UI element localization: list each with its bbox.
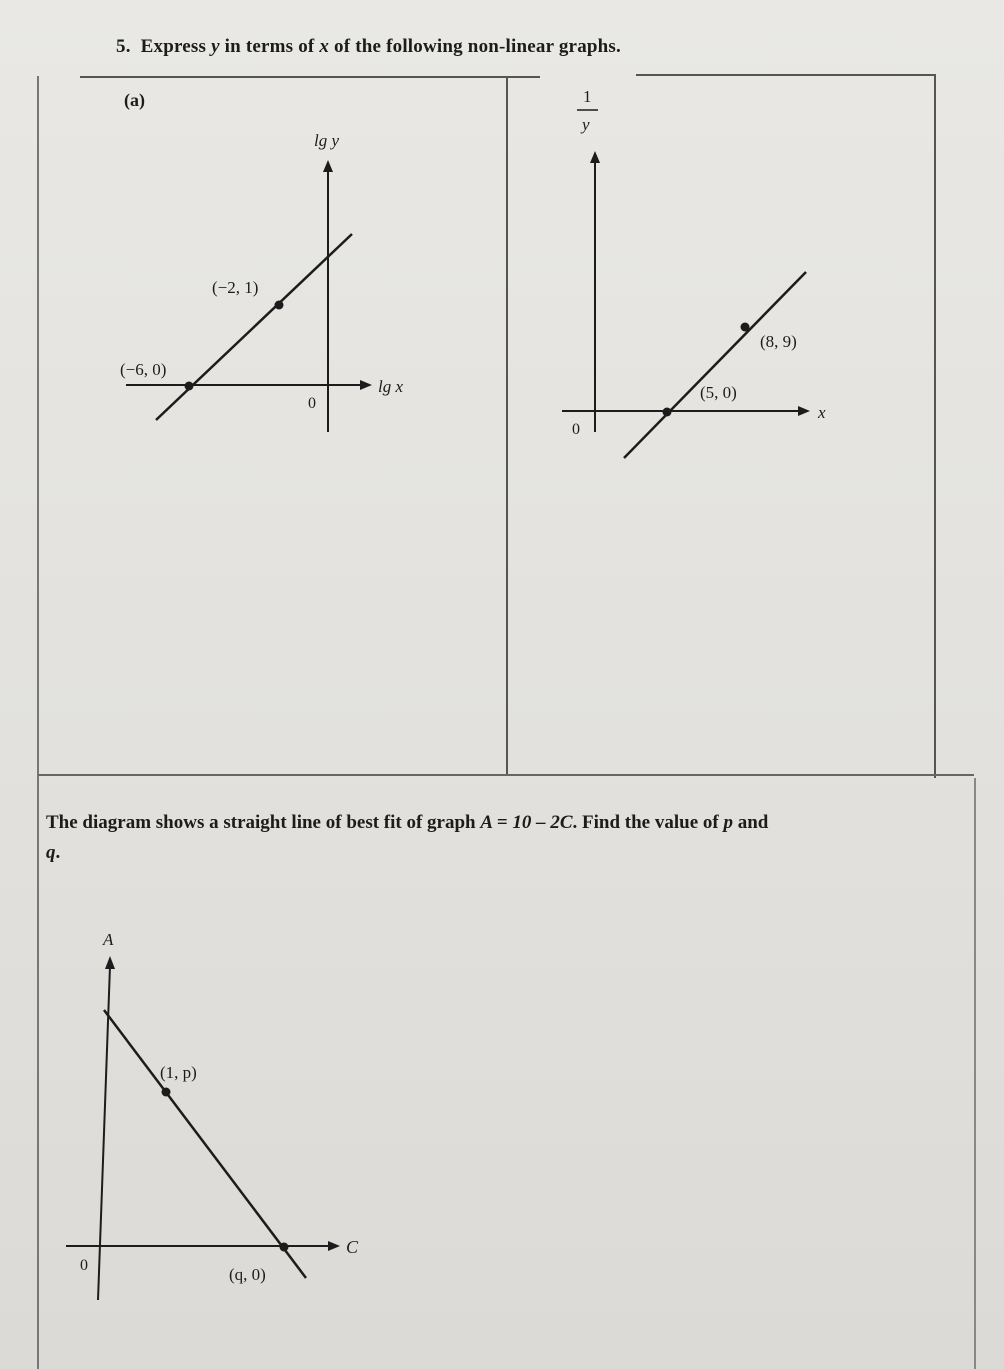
part-c-text-3: and (732, 812, 769, 833)
graph-a-origin-label: 0 (308, 395, 316, 412)
part-c-equation: A = 10 – 2C (480, 812, 573, 833)
part-a-label: (a) (124, 90, 145, 110)
variable-p: p (723, 812, 733, 833)
graph-c-point-2-label: (q, 0) (229, 1265, 266, 1284)
question-middle: in terms of (219, 36, 320, 57)
graph-b-y-label-numerator: 1 (583, 87, 592, 106)
graph-a-y-label: lg y (314, 131, 340, 150)
graph-c-point-2 (280, 1243, 289, 1252)
graph-b-x-label: x (818, 403, 826, 422)
graph-c-y-label: A (103, 930, 114, 949)
question-number: 5. (116, 36, 131, 57)
graph-b-origin-label: 0 (572, 421, 580, 438)
graph-c-origin-label: 0 (80, 1257, 88, 1274)
graph-c-point-1 (162, 1088, 171, 1097)
graph-b-point-2-label: (5, 0) (700, 383, 737, 402)
variable-y: y (211, 36, 220, 57)
graph-c-y-arrow (105, 956, 115, 969)
question-suffix: of the following non-linear graphs. (329, 36, 621, 57)
variable-x: x (319, 36, 330, 57)
graph-c-point-1-label: (1, p) (160, 1063, 197, 1082)
part-c-text-1: The diagram shows a straight line of best fit of graph (46, 812, 481, 833)
question-prefix: Express (140, 36, 212, 57)
graph-c-line (104, 1010, 306, 1278)
graph-b-point-1-label: (8, 9) (760, 332, 797, 351)
graph-c-x-arrow (328, 1241, 340, 1251)
graph-b-y-label-denominator: y (582, 115, 590, 134)
graph-a-point-2-label: (−6, 0) (120, 360, 167, 379)
part-c-text-2: . Find the value of (572, 812, 724, 833)
part-c-text-4: . (55, 842, 61, 863)
graph-a-x-label: lg x (378, 377, 404, 396)
variable-q: q (46, 842, 56, 863)
graph-c-x-label: C (346, 1237, 359, 1257)
graph-a-point-1-label: (−2, 1) (212, 278, 259, 297)
